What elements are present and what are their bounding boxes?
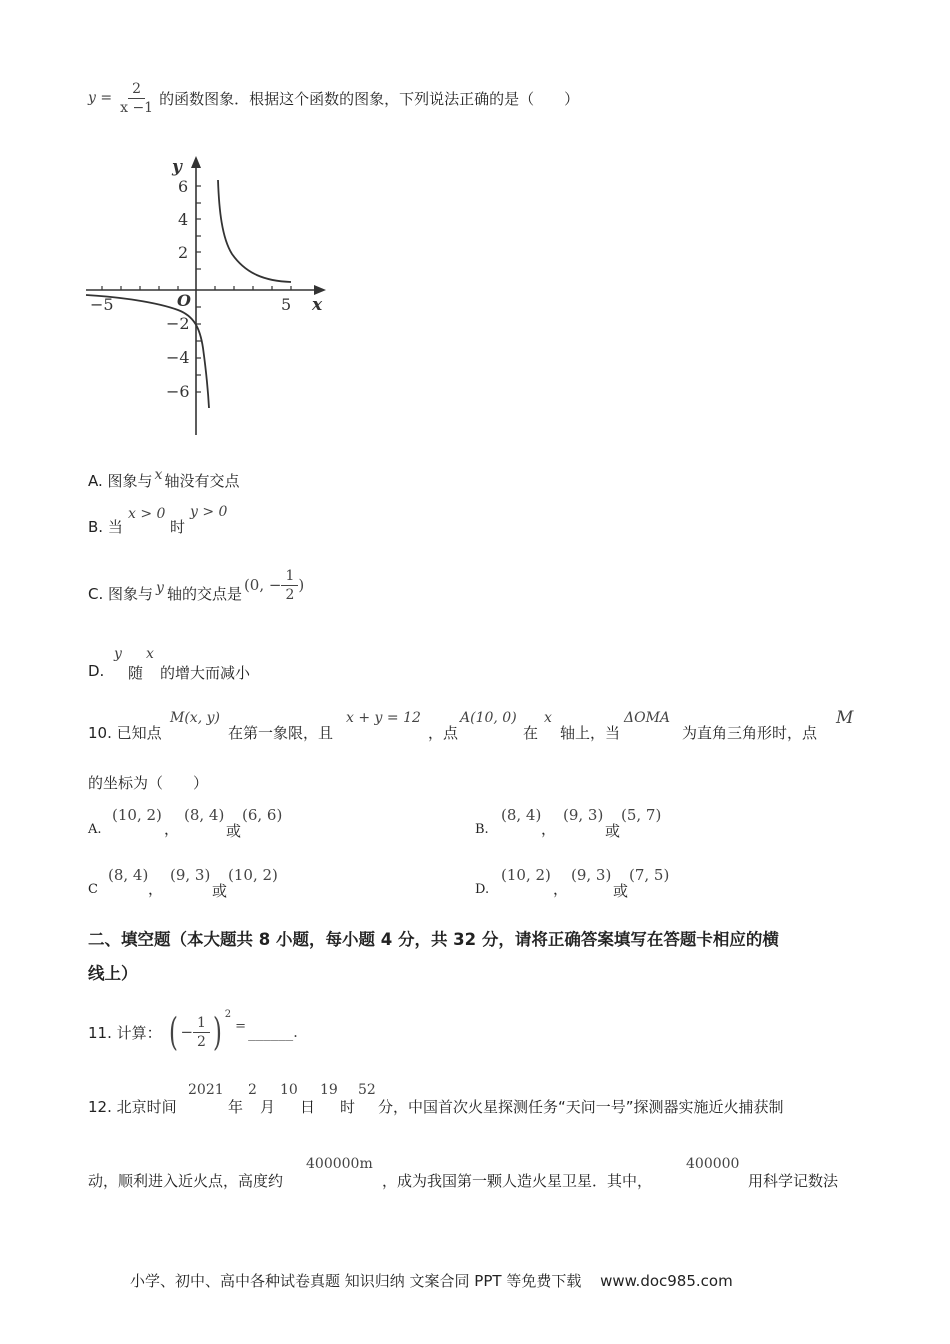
q12-text-2: 分，中国首次火星探测任务“天问一号”探测器实施近火捕获制	[378, 1098, 784, 1116]
q9-d-var-x: x	[146, 646, 154, 662]
q10-a-comma1: ，	[164, 820, 180, 838]
q11-exponent: 2	[224, 1008, 232, 1020]
q10-b-or: 或	[605, 822, 621, 840]
x-axis-arrow	[314, 285, 326, 295]
q12-yue: 月	[260, 1098, 276, 1116]
q12-text-3: 动，顺利进入近火点，高度约	[88, 1172, 284, 1190]
section-2-heading-line1: 二、填空题（本大题共 8 小题，每小题 4 分，共 32 分，请将正确答案填写在答题卡相应的横	[88, 930, 779, 949]
q10-d-label: D.	[475, 882, 490, 897]
q12-number: 400000	[686, 1156, 740, 1172]
q9-c-frac-num: 1	[281, 567, 298, 586]
y-axis-arrow	[191, 156, 201, 168]
q10-d-p2: (9, 3)	[571, 866, 612, 884]
q10-d-comma1: ，	[553, 880, 569, 898]
q9-c-label: C. 图象与	[88, 584, 154, 603]
q12-line2	[88, 1152, 868, 1192]
y-tick-label-neg4: −4	[166, 348, 190, 367]
x-tick-label-5: 5	[281, 295, 292, 314]
q12-line1	[88, 1080, 868, 1120]
y-tick-label-6: 6	[178, 177, 189, 196]
q11	[88, 1002, 298, 1062]
q10-c-p2: (9, 3)	[170, 866, 211, 884]
q10-c-label: C	[88, 882, 98, 897]
intro-text: 的函数图象．根据这个函数的图象，下列说法正确的是（ ）	[159, 89, 580, 108]
x-tick-label-neg5: −5	[90, 295, 114, 314]
q10-a-p1: (10, 2)	[112, 806, 162, 824]
y-tick-label-4: 4	[178, 210, 189, 229]
q10-c-comma1: ，	[148, 880, 164, 898]
q11-minus: −	[180, 1023, 194, 1041]
y-tick-label-neg2: −2	[166, 314, 190, 333]
q12-hour: 19	[320, 1082, 338, 1098]
q12-nian: 年	[228, 1098, 244, 1116]
q10-c-p3: (10, 2)	[228, 866, 278, 884]
q9-c-frac-den: 2	[285, 586, 295, 603]
q10-a-or: 或	[226, 822, 242, 840]
q9-d-var-y: y	[114, 646, 122, 662]
q12-day: 10	[280, 1082, 298, 1098]
q10-text-1: 在第一象限，且	[228, 724, 334, 742]
q11-frac-num: 1	[193, 1014, 210, 1033]
q10-b-label: B.	[475, 822, 489, 837]
q9-c-point-post: )	[298, 576, 305, 594]
q9-d-rest: 的增大而减小	[160, 664, 251, 682]
q9-a-var: x	[154, 467, 163, 483]
q9-b-mid: 时	[170, 518, 186, 536]
q12-ri: 日	[300, 1098, 316, 1116]
q10-triangle: ΔOMA	[624, 710, 671, 726]
q10-a-label: A.	[88, 822, 102, 837]
q10-b-p2: (9, 3)	[563, 806, 604, 824]
q10-stem-line2: 的坐标为（ ）	[88, 774, 209, 792]
q9-a-label: A. 图象与	[88, 471, 153, 490]
q10-option-c[interactable]	[88, 862, 388, 902]
q10-a-p3: (6, 6)	[242, 806, 283, 824]
q12-month: 2	[248, 1082, 257, 1098]
q9-option-c[interactable]	[88, 567, 305, 616]
intro-fraction	[116, 80, 157, 117]
q10-option-b[interactable]	[475, 802, 775, 842]
q12-text-1: 12. 北京时间	[88, 1098, 177, 1116]
q11-right-paren: )	[212, 1010, 222, 1054]
q9-option-a[interactable]	[88, 468, 239, 492]
intro-y-eq: y =	[88, 90, 113, 106]
q10-d-p1: (10, 2)	[501, 866, 551, 884]
q9-c-point	[244, 567, 304, 604]
q11-period: .	[293, 1023, 298, 1041]
q10-c-p1: (8, 4)	[108, 866, 149, 884]
q10-m-var: M	[836, 708, 854, 728]
q12-minute: 52	[358, 1082, 376, 1098]
q10-a-p2: (8, 4)	[184, 806, 225, 824]
q10-c-or: 或	[212, 882, 228, 900]
q9-b-label: B. 当	[88, 518, 123, 536]
q10-stem	[88, 706, 868, 746]
q12-text-5: 用科学记数法	[748, 1172, 839, 1190]
page-footer	[130, 1270, 733, 1291]
q9-c-point-pre: (0, −	[243, 576, 282, 594]
q10-point-a: A(10, 0)	[460, 710, 517, 726]
q9-c-var: y	[156, 580, 164, 596]
q10-text-5: 为直角三角形时，点	[682, 724, 818, 742]
q9-d-label: D.	[88, 662, 105, 680]
q12-text-4: ，成为我国第一颗人造火星卫星．其中，	[382, 1172, 653, 1190]
q11-left-paren: (	[168, 1010, 178, 1054]
q10-text-4: 轴上，当	[560, 724, 621, 742]
q9-a-rest: 轴没有交点	[164, 471, 240, 490]
q10-option-a[interactable]	[88, 802, 388, 842]
q10-number: 10. 已知点	[88, 724, 162, 742]
q10-d-p3: (7, 5)	[629, 866, 670, 884]
footer-url[interactable]: www.doc985.com	[600, 1272, 733, 1290]
q12-year: 2021	[188, 1082, 224, 1098]
footer-text: 小学、初中、高中各种试卷真题 知识归纳 文案合同 PPT 等免费下载	[130, 1272, 582, 1290]
y-tick-label-2: 2	[178, 243, 189, 262]
q10-text-2: ，点	[428, 724, 459, 742]
q10-equation: x + y = 12	[346, 710, 421, 726]
section-2-heading-line2: 线上）	[88, 964, 138, 983]
q9-d-sui: 随	[128, 664, 144, 682]
q10-text-3: 在	[523, 724, 539, 742]
y-axis-label: y	[172, 157, 182, 177]
y-tick-label-neg6: −6	[166, 382, 190, 401]
function-graph	[80, 150, 340, 440]
q11-equals: =	[235, 1018, 247, 1034]
q9-c-rest: 轴的交点是	[166, 584, 242, 603]
q9-b-cond1: x > 0	[128, 506, 166, 522]
x-axis-label: x	[312, 295, 323, 315]
origin-label: O	[177, 291, 191, 310]
q10-b-p1: (8, 4)	[501, 806, 542, 824]
q10-x-var: x	[544, 710, 552, 726]
intro-frac-num: 2	[128, 80, 145, 99]
q12-height: 400000m	[306, 1156, 373, 1172]
q11-fraction	[193, 1014, 210, 1051]
q11-answer-blank[interactable]: ______	[248, 1023, 294, 1041]
curve-right-branch	[218, 180, 291, 282]
q9-b-cond2: y > 0	[190, 504, 228, 520]
q11-frac-den: 2	[197, 1033, 206, 1050]
intro-line	[88, 74, 579, 122]
q10-b-p3: (5, 7)	[621, 806, 662, 824]
q11-label: 11. 计算：	[88, 1023, 162, 1042]
q9-c-point-frac	[281, 567, 298, 604]
q12-shi: 时	[340, 1098, 356, 1116]
q11-expression	[166, 1008, 247, 1054]
q10-b-comma1: ，	[541, 820, 557, 838]
q10-option-d[interactable]	[475, 862, 775, 902]
q10-d-or: 或	[613, 882, 629, 900]
q10-point-m: M(x, y)	[170, 710, 220, 726]
intro-frac-den: x −1	[120, 99, 154, 116]
